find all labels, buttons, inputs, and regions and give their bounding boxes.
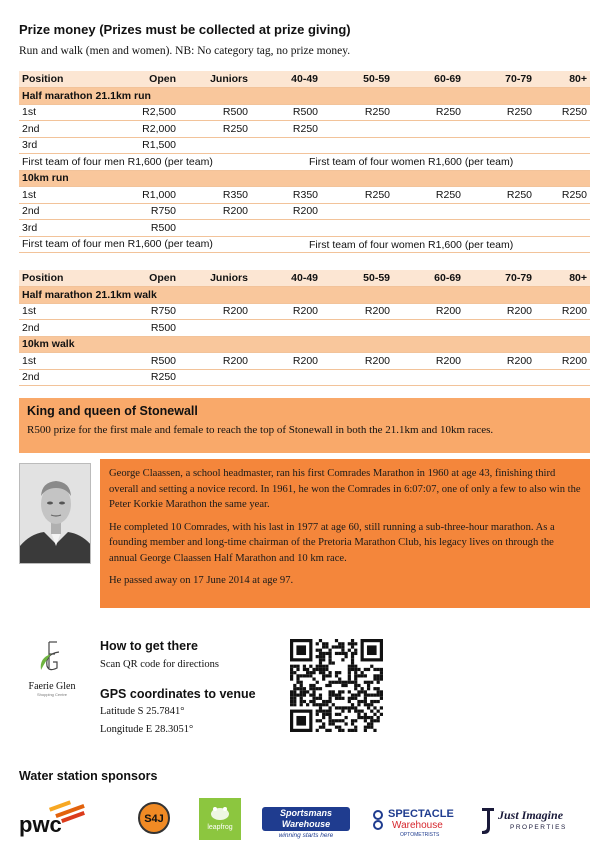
table-cell (321, 203, 393, 220)
table-cell (393, 121, 464, 138)
table-cell (535, 203, 590, 220)
spectacle-warehouse-logo (370, 808, 462, 842)
faerie-glen-emblem-icon (37, 640, 67, 674)
table-cell (321, 369, 393, 386)
table-cell: 1st (19, 104, 104, 121)
team-prize-row (19, 236, 590, 253)
table-cell: R250 (321, 187, 393, 204)
team-prize-cell (19, 154, 590, 171)
table-cell: R350 (179, 187, 251, 204)
table-cell: R1,000 (104, 187, 179, 204)
header-cell: Position (19, 71, 104, 88)
how-to-get-there-text: Scan QR code for directions (100, 659, 219, 670)
page-title: Prize money (Prizes must be collected at prize giving) (19, 22, 351, 37)
table-cell: R250 (321, 104, 393, 121)
just-imagine-logo (480, 806, 584, 842)
table-cell: R200 (535, 353, 590, 370)
section-label: 10km run (19, 170, 590, 187)
table-cell (251, 320, 321, 337)
header-cell: 70-79 (464, 71, 535, 88)
table-cell (464, 121, 535, 138)
just-imagine-name: Just Imagine (498, 808, 564, 822)
spectacles-icon (370, 810, 386, 830)
george-claassen-photo (19, 463, 91, 564)
table-cell: R500 (179, 104, 251, 121)
table-row (19, 353, 590, 370)
table-cell: 3rd (19, 220, 104, 237)
table-header-row (19, 71, 590, 88)
faerie-glen-name: Faerie Glen (28, 681, 76, 692)
table-cell: R750 (104, 203, 179, 220)
table-cell (464, 320, 535, 337)
table-cell (179, 137, 251, 154)
table-header-row (19, 270, 590, 287)
team-prize-women: First team of four women R1,600 (per team) (309, 156, 514, 168)
table-cell: R250 (535, 104, 590, 121)
header-cell: 40-49 (251, 71, 321, 88)
table-cell: R200 (393, 303, 464, 320)
table-cell: R500 (251, 104, 321, 121)
table-cell (464, 369, 535, 386)
table-cell (464, 137, 535, 154)
header-cell: Position (19, 270, 104, 287)
table-cell (251, 220, 321, 237)
table-cell: R250 (104, 369, 179, 386)
table-cell: R250 (179, 121, 251, 138)
table-cell (535, 137, 590, 154)
portrait-image (20, 464, 91, 564)
header-cell: 50-59 (321, 270, 393, 287)
leapfrog-logo-text: leapfrog (207, 824, 233, 831)
table-cell (464, 220, 535, 237)
header-cell: Juniors (179, 71, 251, 88)
table-cell: R350 (251, 187, 321, 204)
how-to-get-there-heading: How to get there (100, 639, 198, 653)
s4j-logo-text: S4J (144, 813, 164, 825)
table-cell: R200 (535, 303, 590, 320)
section-label: Half marathon 21.1km run (19, 88, 590, 105)
table-cell: R200 (464, 353, 535, 370)
directions-qr-code[interactable] (290, 639, 383, 732)
table-row (19, 137, 590, 154)
sponsors-heading: Water station sponsors (19, 769, 158, 783)
table-cell (321, 137, 393, 154)
table-row (19, 187, 590, 204)
pwc-logo (19, 798, 91, 840)
table-cell (179, 320, 251, 337)
section-row (19, 88, 590, 105)
team-prize-row (19, 154, 590, 171)
table-cell: R250 (535, 187, 590, 204)
sportsmans-badge (262, 807, 350, 831)
section-row (19, 336, 590, 353)
header-cell: 70-79 (464, 270, 535, 287)
table-row (19, 121, 590, 138)
table-cell: 2nd (19, 369, 104, 386)
sportsmans-warehouse: Warehouse (281, 819, 331, 829)
table-cell: R200 (179, 353, 251, 370)
table-cell: R200 (251, 203, 321, 220)
table-cell: R250 (393, 187, 464, 204)
team-prize-cell (19, 236, 590, 253)
table-cell (321, 320, 393, 337)
gps-heading: GPS coordinates to venue (100, 687, 256, 701)
table-cell: R250 (251, 121, 321, 138)
table-cell: 1st (19, 353, 104, 370)
just-imagine-emblem-icon (480, 806, 496, 836)
table-cell (393, 203, 464, 220)
s4j-logo (138, 802, 170, 834)
run-prize-table (19, 71, 590, 253)
table-cell (393, 137, 464, 154)
table-cell: R250 (393, 104, 464, 121)
header-cell: Open (104, 270, 179, 287)
table-row (19, 369, 590, 386)
table-cell (321, 220, 393, 237)
table-cell (464, 203, 535, 220)
table-cell: R1,500 (104, 137, 179, 154)
king-queen-text: R500 prize for the first male and female to reach the top of Stonewall in both the 21.1km and 10km races. (27, 424, 494, 436)
team-prize-women: First team of four women R1,600 (per team) (309, 238, 514, 251)
table-cell: R200 (179, 303, 251, 320)
table-cell: R500 (104, 320, 179, 337)
table-cell: R500 (104, 220, 179, 237)
table-cell: R250 (464, 104, 535, 121)
header-cell: 60-69 (393, 270, 464, 287)
table-row (19, 320, 590, 337)
faerie-glen-sub: Shopping Centre (36, 692, 68, 697)
table-row (19, 220, 590, 237)
table-cell (535, 320, 590, 337)
table-cell: 3rd (19, 137, 104, 154)
table-cell (393, 220, 464, 237)
table-cell: 1st (19, 303, 104, 320)
table-cell (179, 220, 251, 237)
section-row (19, 170, 590, 187)
table-cell (179, 369, 251, 386)
header-cell: Juniors (179, 270, 251, 287)
table-row (19, 104, 590, 121)
table-cell: 2nd (19, 320, 104, 337)
header-cell: 80+ (535, 270, 590, 287)
table-cell: 2nd (19, 121, 104, 138)
table-cell: R200 (321, 303, 393, 320)
table-cell: 1st (19, 187, 104, 204)
table-cell: R2,500 (104, 104, 179, 121)
team-prize-men: First team of four men R1,600 (per team) (22, 238, 213, 251)
leapfrog-logo (199, 798, 241, 840)
king-queen-box (19, 398, 590, 453)
table-cell (393, 369, 464, 386)
sportsmans-name: Sportsmans (279, 808, 332, 818)
gps-longitude: Longitude E 28.3051° (100, 724, 194, 735)
table-cell: R200 (251, 303, 321, 320)
frog-icon (199, 798, 241, 840)
section-row (19, 287, 590, 304)
george-claassen-bio (100, 459, 590, 608)
table-row (19, 203, 590, 220)
table-cell (535, 121, 590, 138)
gps-latitude: Latitude S 25.7841° (100, 706, 185, 717)
bio-paragraph: George Claassen, a school headmaster, ran his first Comrades Marathon in 1960 at age 43, finishing third overall and setting a novice record. In 1961, he won the Comrades in 6:07:07, one of only a few to also win the Peter Korkie Marathon the same year. (109, 468, 581, 510)
header-cell: Open (104, 71, 179, 88)
walk-prize-table (19, 270, 590, 386)
table-cell: R750 (104, 303, 179, 320)
spectacle-sub: OPTOMETRISTS (400, 832, 440, 838)
bio-paragraph: He completed 10 Comrades, with his last in 1977 at age 60, still running a sub-three-hour marathon. As a founding member and long-time chairman of the Pretoria Marathon Club, his legacy lives on through the annual George Claassen Half Marathon and 10 km race. (109, 521, 555, 564)
table-cell: R200 (251, 353, 321, 370)
section-label: Half marathon 21.1km walk (19, 287, 590, 304)
king-queen-title: King and queen of Stonewall (27, 404, 198, 418)
faerie-glen-logo (19, 640, 85, 700)
bio-paragraph: He passed away on 17 June 2014 at age 97. (109, 575, 294, 586)
sportsmans-tagline: winning starts here (278, 832, 334, 839)
table-cell: R200 (321, 353, 393, 370)
table-cell (251, 369, 321, 386)
section-label: 10km walk (19, 336, 590, 353)
just-imagine-sub: PROPERTIES (510, 824, 567, 831)
team-prize-men: First team of four men R1,600 (per team) (22, 155, 213, 168)
page-subtitle: Run and walk (men and women). NB: No category tag, no prize money. (19, 45, 351, 57)
table-cell (251, 137, 321, 154)
sportsmans-warehouse-logo (262, 807, 350, 843)
table-cell: R2,000 (104, 121, 179, 138)
table-cell: R250 (464, 187, 535, 204)
table-cell (535, 220, 590, 237)
spectacle-name: SPECTACLE (388, 808, 454, 820)
table-cell: 2nd (19, 203, 104, 220)
table-cell (535, 369, 590, 386)
table-cell: R200 (179, 203, 251, 220)
table-cell (393, 320, 464, 337)
header-cell: 50-59 (321, 71, 393, 88)
table-cell: R200 (464, 303, 535, 320)
pwc-logo-text: pwc (19, 812, 62, 837)
table-cell: R500 (104, 353, 179, 370)
table-row (19, 303, 590, 320)
table-cell: R200 (393, 353, 464, 370)
header-cell: 60-69 (393, 71, 464, 88)
table-cell (321, 121, 393, 138)
header-cell: 40-49 (251, 270, 321, 287)
spectacle-warehouse: Warehouse (392, 820, 443, 831)
header-cell: 80+ (535, 71, 590, 88)
